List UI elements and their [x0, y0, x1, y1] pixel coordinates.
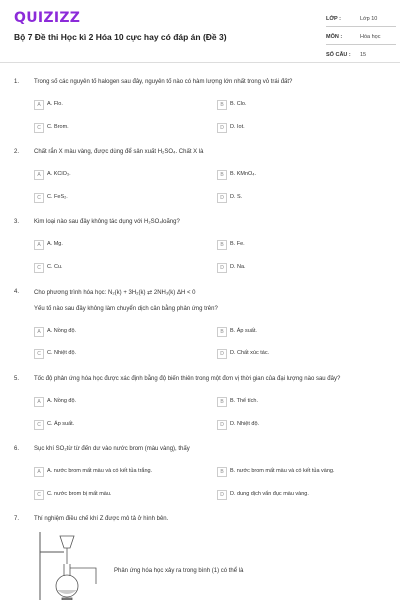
meta-class: LỚP : Lớp 10 [326, 12, 396, 27]
option-letter-box: C [34, 349, 44, 359]
question-number: 1. [14, 79, 20, 85]
option-letter-box: B [217, 397, 227, 407]
option-b[interactable]: B B. Áp suất. [217, 327, 367, 337]
apparatus-caption: Phản ứng hóa học xảy ra trong bình (1) có thể là [114, 568, 244, 574]
option-letter-box: C [34, 490, 44, 500]
option-c[interactable]: C C. nước brom bị mất màu. [34, 490, 184, 500]
option-letter-box: B [217, 467, 227, 477]
option-b[interactable]: B B. Fe. [217, 240, 367, 250]
retort-stand [40, 532, 64, 600]
option-letter-box: D [217, 123, 227, 133]
option-b[interactable]: B B. Thể tích. [217, 397, 367, 407]
option-a[interactable]: A A. nước brom mất màu và có kết tủa trắng. [34, 467, 184, 477]
option-d[interactable]: D D. Na. [217, 263, 367, 273]
option-d[interactable]: D D. Nhiệt độ. [217, 420, 367, 430]
question-number: 5. [14, 376, 20, 382]
option-letter-box: C [34, 263, 44, 273]
option-letter-box: A [34, 327, 44, 337]
option-letter-box: D [217, 263, 227, 273]
option-a[interactable]: A A. KClO₃. [34, 170, 184, 180]
meta-subject: MÔN : Hóa học [326, 30, 396, 45]
option-c[interactable]: C C. FeS₂. [34, 193, 184, 203]
option-c[interactable]: C C. Nhiệt độ. [34, 349, 184, 359]
header-divider [0, 62, 400, 63]
question-text: Thí nghiệm điều chế khí Z được mô tả ở hình bên. [34, 516, 169, 522]
option-c[interactable]: C C. Cu. [34, 263, 184, 273]
question-text: Trong số các nguyên tố halogen sau đây, nguyên tố nào có hàm lượng lớn nhất trong vỏ trái đất? [34, 79, 293, 85]
option-letter-box: D [217, 193, 227, 203]
option-d[interactable]: D D. Chất xúc tác. [217, 349, 367, 359]
option-a[interactable]: A A. Flo. [34, 100, 184, 110]
option-b[interactable]: B B. nước brom mất màu và có kết tủa vàng. [217, 467, 367, 477]
meta-question-count: SỐ CÂU : 15 [326, 48, 396, 63]
question-text: Sục khí SO₂từ từ đến dư vào nước brom (màu vàng), thấy [34, 446, 190, 452]
question-text: Chất rắn X màu vàng, được dùng để sản xuất H₂SO₄. Chất X là [34, 149, 204, 155]
option-letter-box: A [34, 170, 44, 180]
option-a[interactable]: A A. Nồng độ. [34, 397, 184, 407]
option-letter-box: B [217, 240, 227, 250]
option-letter-box: A [34, 467, 44, 477]
option-letter-box: C [34, 193, 44, 203]
option-letter-box: C [34, 123, 44, 133]
question-number: 7. [14, 516, 20, 522]
question-text: Kim loại nào sau đây không tác dụng với H₂SO₄loãng? [34, 219, 180, 225]
question-number: 6. [14, 446, 20, 452]
option-letter-box: B [217, 170, 227, 180]
delivery-tube [70, 568, 96, 584]
option-d[interactable]: D D. Iot. [217, 123, 367, 133]
worksheet-title: Bộ 7 Đề thi Học kì 2 Hóa 10 cực hay có đáp án (Đề 3) [14, 32, 227, 42]
option-letter-box: D [217, 349, 227, 359]
worksheet-meta [326, 12, 396, 66]
option-d[interactable]: D D. dung dịch vẩn đục màu vàng. [217, 490, 367, 500]
question-text: Cho phương trình hóa học: N₂(k) + 3H₂(k) ⇄ 2NH₃(k) ΔH < 0 [34, 290, 196, 296]
option-a[interactable]: A A. Mg. [34, 240, 184, 250]
option-letter-box: B [217, 327, 227, 337]
question-number: 2. [14, 149, 20, 155]
option-c[interactable]: C C. Áp suất. [34, 420, 184, 430]
option-b[interactable]: B B. Clo. [217, 100, 367, 110]
dropping-funnel [60, 536, 74, 564]
option-letter-box: A [34, 240, 44, 250]
question-number: 4. [14, 289, 20, 295]
question-number: 3. [14, 219, 20, 225]
option-letter-box: C [34, 420, 44, 430]
option-letter-box: B [217, 100, 227, 110]
question-text: Tốc độ phản ứng hóa học được xác định bằng độ biến thiên trong một đơn vị thời gian của đại lượng nào sau đây? [34, 376, 341, 382]
quizizz-logo: QUIZIZZ [14, 10, 81, 26]
question-subtext: Yếu tố nào sau đây không làm chuyển dịch cân bằng phản ứng trên? [34, 306, 218, 312]
option-b[interactable]: B B. KMnO₄. [217, 170, 367, 180]
round-bottom-flask [56, 564, 78, 597]
worksheet-header [0, 0, 400, 62]
option-letter-box: D [217, 420, 227, 430]
option-letter-box: D [217, 490, 227, 500]
option-letter-box: A [34, 397, 44, 407]
option-c[interactable]: C C. Brom. [34, 123, 184, 133]
lab-apparatus-diagram [34, 528, 106, 600]
option-d[interactable]: D D. S. [217, 193, 367, 203]
option-a[interactable]: A A. Nồng độ. [34, 327, 184, 337]
option-letter-box: A [34, 100, 44, 110]
